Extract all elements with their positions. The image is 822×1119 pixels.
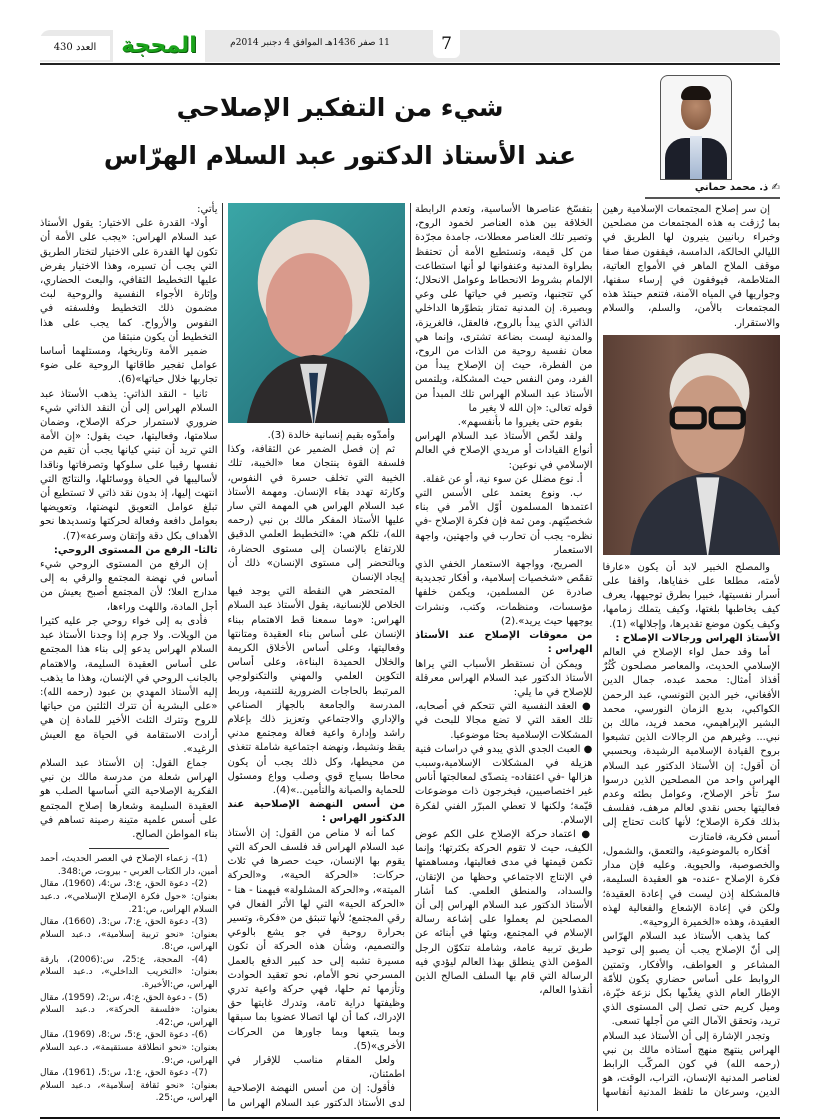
paragraph: فأدى به إلى خواء روحي جر عليه كثيرا من الويلات. ولا جرم إذا وجدنا الأستاذ عبد السلام الهراس يدعو إلى بناء هذا المجتمع على أساس العقيدة السليمة، والاهتمام بالجانب الروحي في الإنسان، وهذا ما يذهب إليه الأستاذ المهدي بن عبود (رحمه الله): «على البشرية أن تترك الثلثين من حياتها للروح وتترك الثلث الأخير للمادة إن هي أرادت الاستقامة في الحياة مع العيش الرغيد».	[40, 615, 218, 755]
paragraph: إن الرفع من المستوى الروحي شيء أساس في نهضة المجتمع والرقي به إلى مدارج العلا؛ لأن المجتمع أصبح يعيش من أجل المادة، واللهث وراءها،	[40, 559, 218, 613]
article-column-2-top	[415, 416, 593, 558]
portrait-photo-glasses	[603, 335, 781, 555]
issue-number: العدد 430	[40, 36, 110, 60]
footnote: (7)- دعوة الحق، ع:1، س:5، (1961)، مقال بعنوان: «نحو ثقافة إسلامية»، د.عبد السلام الهراس، ص:25.	[40, 1068, 218, 1104]
paragraph: أما وقد حمل لواء الإصلاح في العالم الإسلامي الحديث، والمعاصر مصلحون كُثُرٌ أفذاذ أمثال: محمد عبده، جمال الدين الأفغاني، خير الدين التونسي، عبد الرحمن الكواكبي، بديع الزمان النورسي، محمد البشير الإبراهيمي، محمد فريد، مالك بن نبي... وغيرهم من الرجالات الذين تشبعوا بروح القيادة الإسلامية الرشيدة، وبحسبي أن أقول: إن الأستاذ الدكتور عبد السلام الهراس واحد من المصلحين الذين درسوا سرّ تأخر الإصلاح، وعوامل بطئه وعدم فعاليتها بحس نقدي لعالم مرهف، ففلسف بذلك فكرة الإصلاح؛ لأنها كانت تحتاج إلى أسس فكرية، فامتازت	[602, 647, 780, 843]
author-name: ذ. محمد حماني	[694, 182, 769, 193]
portrait-photo-hrras	[228, 203, 406, 423]
footnote: (1)- زعماء الإصلاح في العصر الحديث، أحمد أمين، دار الكتاب العربي - بيروت، ص:348.	[40, 854, 218, 877]
paragraph: ويمكن أن نستقطر الأسباب التي يراها الأستاذ الدكتور عبد السلام الهراس معرقلة للإصلاح في ما يلي:	[415, 658, 593, 698]
paragraph: كما يذهب الأستاذ عبد السلام الهرّاس إلى أنّ الإصلاح يجب أن يصبو إلى توحيد المشاعر و العواطف، والأفكار، وتمتين الروابط على أساس حضاري يكون للأمّة الإطار العام الذي يغذّيها بكل نزعة خيّرة، وميل كريم حتى تصل إلى المستوى الذي تريد، وتحقق الآمال التي من أجلها تسعى.	[602, 931, 780, 1028]
paragraph: أولا- القدرة على الاختيار: يقول الأستاذ عبد السلام الهراس: «يجب على الأمة أن تكون لها القدرة على الاختيار لتختار الطريق التي يجب أن تسيره، وهذا الاختيار يفرض عليها التخطيط الثقافي، والبعث الحضاري، وإثارة الأجواء النفسية والروحية لبث مضمون ذلك التخطيط وفلسفته في النفوس والأرواح. كما يجب على هذا التخطيط أن يكون منبثقا من	[40, 218, 218, 343]
paragraph: الصريح، وواجهة الاستعمار الخفي الذي تقمّص «شخصيات إسلامية، و أفكار تجديدية صادرة عن المسلمين، ويكمن خلفها مؤسسات، ومنظمات، وكتب، ونشرات يوجهها حيث يريد».(2)	[415, 559, 593, 627]
paragraph: والمصلح الخبير لابد أن يكون «عارفا لأمته، مطلعا على خفاياها، واقفا على أسرار نفسيتها، خبيرا بطرق توجيهها، يعرف كيف يخاطبها بلغتها، وكيف يتملك زمامها، وكيف يكون موضع تقديرها، وإجلالها» (1).	[602, 561, 780, 630]
article-column-1-middle	[603, 561, 781, 845]
paragraph: فأقول: إن من أسس النهضة الإصلاحية لدى الأستاذ الدكتور عبد السلام الهراس ما يأتي:	[197, 204, 405, 1109]
author-photo	[660, 75, 732, 180]
newspaper-logo: المحجة	[113, 30, 205, 64]
author-byline	[640, 182, 780, 193]
paragraph: ● العبث الجدي الذي يبدو في دراسات فنية هزيلة في المشكلات الإسلامية،وسبب هزالها -في اعتقاده- يتصدّى لمعالجتها أناس غير اختصاصيين، فيخرجون ذات موضوعات قيّمة؛ ولكنها لا تعطي المبرّر الفني لفكرة الإسلام.	[415, 743, 593, 828]
pen-icon: ✍	[768, 182, 780, 193]
footnote: (5) - دعوة الحق، ع:4، س:2، (1959)، مقال بعنوان: «فلسفة الحركة»، د.عبد السلام الهراس، ص:42.	[40, 992, 218, 1028]
article-title	[50, 84, 630, 180]
article-body	[40, 203, 780, 1119]
author-divider	[645, 197, 780, 199]
article-column-4-middle	[40, 345, 218, 615]
paragraph: ثم إن فصل الضمير عن الثقافة، وكذا فلسفة القوة ينتجان معا «الخيبة، تلك الخيبة التي تخلف حسرة في النفوس، وكارثة تهدد بقاء الإنسان. ومهمة الأستاذ عبد السلام الهراس هي المهمة التي سار عليها الأستاذ المفكر مالك بن نبي (رحمه الله)، تلكم هي: «التخطيط العلمي الدقيق للارتفاع بالإنسان إلى مستوى الحضارة، وبالتحضر إلى مستوى الإنسان» ذلك أن إيجاد الإنسان	[227, 444, 405, 584]
title-line-2: عند الأستاذ الدكتور عبد السلام الهرّاس	[103, 141, 577, 170]
paragraph: جماع القول: إن الأستاذ عبد السلام الهراس شعلة من مدرسة مالك بن نبي الفكرية الإصلاحية التي أساسها الصلب هو العقيدة السليمة وشعارها إصلاح المجتمع على أسس علمية متينة رصينة تساهم في بناء المواطن الصالح.	[40, 757, 218, 840]
section-heading: ثالثا- الرفع من المستوى الروحي:	[53, 544, 218, 556]
paragraph: بقوم حتى يغيروا ما بأنفسهم».	[457, 417, 583, 429]
section-heading: من معوقات الإصلاح عند الأستاذ الهراس :	[415, 630, 593, 656]
paragraph: إن سر إصلاح المجتمعات الإسلامية رهين بما رُزقت به هذه المجتمعات من مصلحين وخبراء ربانيين ينيرون لها الطريق في الليالي الحالكة، الدامسة، فيقفون صفا صفا موقف الملاح الماهر في الأمواج العاتية، المتلاطمة، فيوفقون في إرساء سفنها، وجواريها في المياه الآمنة، فتنعم حينئذ هذه المجتمعات بالأمن، والسلم، والسلام والاستقرار.	[602, 204, 780, 329]
issue-date: 11 صفر 1436هـ الموافق 4 دجنبر 2014م	[230, 38, 390, 48]
article-column-4-bottom	[40, 615, 218, 842]
section-heading: الأستاذ الهراس ورجالات الإصلاح :	[615, 632, 780, 644]
paragraph: ولعل المقام مناسب للإقرار في اطمئنان،	[227, 1054, 405, 1081]
article-column-2-bottom	[415, 558, 593, 998]
paragraph: أفكاره بالموضوعية، والتعمق، والشمول، والخصوصية، والحيوية. وعليه فإن مدار فكرة الإصلاح -عنده- هو العقيدة السليمة، فالمشكلة إذن ليست في إعادة العقيدة؛ ولكن في إعادة الإشعاع والفعالية لهذه العقيدة، وهذه «الخميرة الروحية».	[602, 845, 780, 928]
header-divider	[40, 63, 780, 65]
paragraph: ولقد لخّص الأستاذ عبد السلام الهراس أنواع القيادات أو مريدي الإصلاح في العالم الإسلامي في نوعين:	[415, 431, 593, 471]
paragraph: ثانيا - النقد الذاتي: يذهب الأستاذ عبد السلام الهراس إلى أن النقد الذاتي شيء ضروري لاستمرار حركة الإصلاح، وضمان سلامتها، وفعاليتها، حيث يقول: «إن الأمة التي تريد أن تبني كيانها يجب أن تقيم من نفسها رقيبا على سلوكها وتصرفاتها وناقدا لأساليبها في الحياة ووسائلها، والنتائج التي انتهت إليها، إذ بدون نقد ذاتي لا تستطيع أن تبلغ عوامل التعويق لنهضتها، وتعويضها بعوامل دافعة وفعالة لحركتها وتسديدها نحو الأهداف بكل دقة وإتقان وسرعة»(7).	[40, 388, 218, 542]
footnote: (3)- دعوة الحق، ع:7، س:3، (1660)، مقال بعنوان: «نحو تربية إسلامية»، د.عبد السلام الهراس، ص:8.	[40, 917, 218, 953]
article-column-3-top	[228, 429, 406, 585]
page-number: 7	[433, 30, 460, 58]
footnote: (4)- المحجة، ع:25، س:(2006)، بارقة بعنوان: «التخريب الداخلي»، د.عبد السلام الهراس، ص:الأخيرة.	[40, 954, 218, 991]
paragraph: ضمير الأمة وتاريخها، ومستلهما أساسا عوامل تفجير طاقاتها الروحية على ضوء تجاربها خلال حياتها»(6).	[40, 346, 218, 386]
paragraph: ● اعتماد حركة الإصلاح على الكم عوض الكيف، حيث لا تقوم الحركة بكثرتها؛ وإنما تكمن قيمتها في مدى فعاليتها، ومساهمتها في الإنتاج الاجتماعي وحظها من الإتقان، والسداد، والمنطق العلمي. كما أشار الأستاذ الدكتور عبد السلام الهراس إلى أن المصلحين لم يعملوا على إشاعة رسالة الإسلام في المجتمع، وبثها في أبنائه عن طريق تربية عامة، وشاملة تتكوّن الرجل المؤمن الذي ينطلق بهذا العالم ليؤدي فيه الرسالة التي قام بها السلف الصالح الذين أنقذوا العالم،	[415, 828, 593, 998]
paragraph: أ. نوع مضلل عن سوء نية، أو عن غفلة.	[422, 473, 583, 485]
section-heading: من أسس النهضة الإصلاحية عند الدكتور الهراس :	[227, 799, 405, 825]
footnote: (2)- دعوة الحق، ع:3، س:4، (1960)، مقال بعنوان: «حول فكرة الإصلاح الإسلامي»، د.عبد السلام الهراس، ص:21.	[40, 879, 218, 915]
paragraph: كما أنه لا مناص من القول: إن الأستاذ عبد السلام الهراس قد فلسف الحركة التي يقوم بها الإنسان، حيث حصرها في ثلاث حركات: «الحركة الحية»، و«الحركة الميتة»، و«الحركة المشلولة» فيهمنا - هنا - «الحركة الحية» التي لها الأثر الفعال في رقي المجتمع؛ لأنها تنبثق من «فكرة، وتسير بحرارة روحية في جو يشع بالوعي والتصميم، وشأن هذه الحركة أن تكون مسيرة تشبه إلى حد كبير الدفع بالعمل المسرحي نحو الأمام، نحو تعقيد الحوادث وتأزمها ثم حلها، فهي حركة واعية تدري وظيفتها دراية تامة، وتدرك غايتها حق الإدراك، كما أن لها اتصالا عضويا بما سبقها وبما يتبعها وبما جاورها من الحركات الأخرى»(5).	[227, 827, 405, 1052]
title-line-1: شيء من التفكير الإصلاحي	[176, 93, 504, 122]
article-column-3-bottom	[228, 585, 406, 1082]
footnotes	[40, 853, 218, 1105]
article-column-1-top	[603, 203, 781, 331]
footnote: (6)- دعوة الحق، ع:5، س:8، (1969)، مقال بعنوان: «نحو انطلاقة مستقيمة»، د.عبد السلام الهراس، ص:9.	[40, 1030, 218, 1066]
footnote-divider	[89, 848, 169, 849]
paragraph: ب. ونوع يعتمد على الأسس التي اعتمدها المسلمون أوّل الأمر في بناء شخصيّتهم. ومن ثمة فإن فكرة الإصلاح -في نظره- يجب أن تحارب في واجهتين، واجهة الاستعمار	[415, 488, 593, 556]
paragraph: وتجدر الإشارة إلى أن الأستاذ عبد السلام الهراس ينتهج منهج أستاذه مالك بن نبي (رحمه الله) في كون المركّب الرابط لعناصر المدنية الإنسان، التراب، الوقت، هو الدين، وسرعان ما تلفظ المدنية أنفاسها بتفسّخ عناصرها الأساسية، وتعدم الرابطة الخلاقة بين هذه العناصر لخمود الروح، وتصير تلك العناصر معطلات، جامدة مجرّدة من كل قيمة، وتستطيع الأمة أن تحتفظ بطراوة المدنية وعنفوانها لو أنها استطاعت الإلمام بشروط الانحطاط وعوامل الانحلال؛ كي تتجنبها، وتصير في حياتها على وعي وبصيرة. إن المدنية تمتاز بتطوّرها الداخلي الذاتي الذي يبدأ بالروح، فالعقل، فالغريزة، والمدنية ليست بضاعة تشترى، وإنما هي معان نفسية روحية من الذات من الروح، من الفطرة، حيث إن الإصلاح يبدأ من الفرد، ومن النفس حيث المشكلة، ويلتمس الأستاذ عبد السلام الهراس تلك المبدأ من قوله تعالى: «إن الله لا يغير ما	[415, 204, 780, 1099]
paragraph: المتحضر هي النقطة التي يوجد فيها الخلاص للإنسانية، يقول الأستاذ عبد السلام الهراس: «وما سمعنا قط الاهتمام ببناء الإنسان على أساس بناء العقيدة ومتانتها وفعاليتها، وعلى أساس الأخلاق الكريمة والخلال الحميدة البناءة، وعلى أساس التكوين العلمي والمهني والتكنولوجي المرتبط بالحاجات الضرورية للتنمية، وربط المدرسة والجامعة بالجهاز الصناعي والإداري والاجتماعي وتعزيز ذلك بإعلام راشد وإدارة واعية فعالة ومجتمع مدني يقظ ونشيط، ونهضة اجتماعية شاملة تتغذى من محيطها، وكل ذلك يجب أن يكون محاطا بسياج قوي وصلب وواع ومسئول للحماية والصيانة والتأمين..»(4).	[227, 586, 405, 797]
paragraph: وأمدّوه بقيم إنسانية خالدة (3).	[267, 430, 395, 441]
paragraph: ● العقد النفسية التي تتحكم في أصحابه، تلك العقد التي لا تضع مجالا للبحث في المشكلات الإسلامية بحثا موضوعيا.	[415, 700, 593, 743]
